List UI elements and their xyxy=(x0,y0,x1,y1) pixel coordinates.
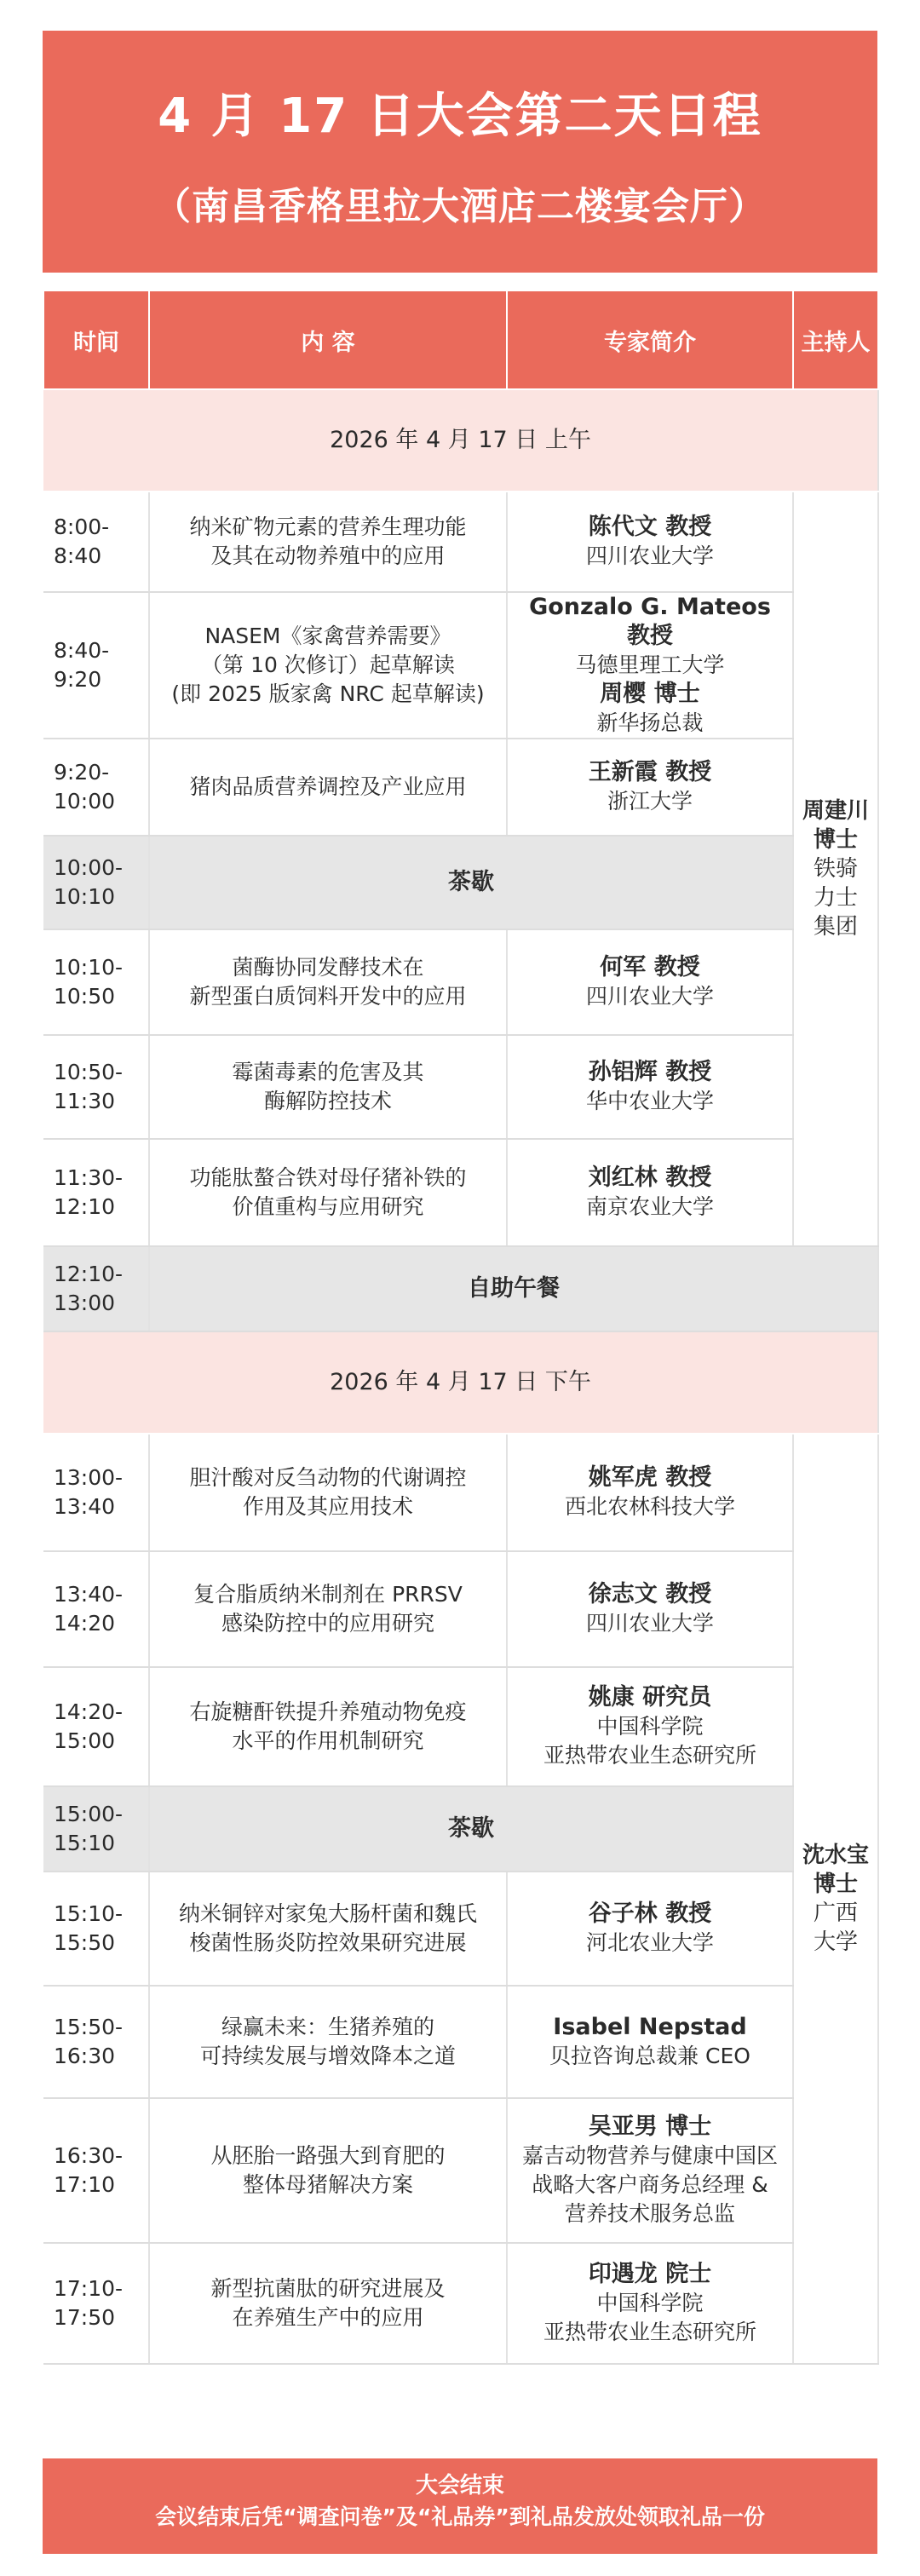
expert-affiliation: 四川农业大学 xyxy=(585,1611,714,1636)
expert-name: 印遇龙 院士 xyxy=(588,2261,712,2287)
talk-title xyxy=(149,1667,507,1786)
time-cell xyxy=(43,592,149,739)
schedule-table xyxy=(43,290,879,2365)
time-cell xyxy=(43,1786,149,1872)
text-line: 可持续发展与增效降本之道 xyxy=(199,2044,456,2068)
expert-name: Gonzalo G. Mateos xyxy=(529,594,771,620)
text-line: 新型抗菌肽的研究进展及 xyxy=(210,2276,446,2301)
text-line: 新型蛋白质饲料开发中的应用 xyxy=(189,984,467,1009)
expert-affiliation: 四川农业大学 xyxy=(585,543,714,568)
page-header xyxy=(43,31,877,273)
text-line: 14:20- xyxy=(54,1699,124,1724)
session-header-row xyxy=(43,1331,878,1434)
schedule-row xyxy=(43,592,878,739)
talk-title xyxy=(149,1551,507,1667)
expert-cell xyxy=(507,739,793,836)
session-date: 2026 年 4 月 17 日 上午 xyxy=(43,389,878,492)
text-line: 10:00 xyxy=(54,789,116,814)
venue-subtitle: （南昌香格里拉大酒店二楼宴会厅） xyxy=(153,185,767,228)
talk-title xyxy=(149,1035,507,1139)
text-line: 11:30 xyxy=(54,1089,116,1113)
text-line: 15:00 xyxy=(54,1728,116,1753)
text-line: 15:00- xyxy=(54,1802,124,1826)
expert-name: Isabel Nepstad xyxy=(553,2014,747,2040)
text-line: 价值重构与应用研究 xyxy=(232,1194,424,1219)
expert-affiliation: 四川农业大学 xyxy=(585,984,714,1009)
expert-cell xyxy=(507,1551,793,1667)
text-line: 感染防控中的应用研究 xyxy=(221,1611,434,1636)
text-line: NASEM《家禽营养需要》 xyxy=(204,624,451,648)
text-line: 12:10- xyxy=(54,1262,124,1286)
schedule-row xyxy=(43,1551,878,1667)
text-line: 9:20 xyxy=(54,667,102,692)
expert-cell xyxy=(507,1872,793,1986)
host-detail: 大学 xyxy=(813,1929,858,1955)
schedule-row xyxy=(43,929,878,1035)
talk-title xyxy=(149,1872,507,1986)
text-line: 15:10- xyxy=(54,1901,124,1926)
text-line: 猪肉品质营养调控及产业应用 xyxy=(189,774,467,799)
text-line: 13:00 xyxy=(54,1291,116,1315)
text-line: 17:10 xyxy=(54,2172,116,2197)
schedule-row xyxy=(43,2098,878,2243)
text-line: 菌酶协同发酵技术在 xyxy=(232,955,424,980)
page-title: 4 月 17 日大会第二天日程 xyxy=(158,89,762,144)
time-cell xyxy=(43,1139,149,1246)
host-cell xyxy=(793,492,878,1246)
text-line: 10:10- xyxy=(54,955,124,980)
talk-title xyxy=(149,2098,507,2243)
text-line: (即 2025 版家禽 NRC 起草解读) xyxy=(171,681,485,706)
column-header-expert: 专家简介 xyxy=(507,290,793,389)
expert-affiliation: 南京农业大学 xyxy=(585,1194,714,1219)
lunch-row xyxy=(43,1246,878,1331)
gift-notice: 会议结束后凭“调查问卷”及“礼品券”到礼品发放处领取礼品一份 xyxy=(155,2504,765,2529)
text-line: 8:40- xyxy=(54,638,110,663)
text-line: 10:10 xyxy=(54,884,116,909)
time-cell xyxy=(43,492,149,592)
expert-affiliation: 西北农林科技大学 xyxy=(564,1494,735,1519)
text-line: 15:10 xyxy=(54,1831,116,1855)
host-detail: 集团 xyxy=(813,914,858,940)
expert-name: 教授 xyxy=(627,623,673,649)
expert-name: 姚军虎 教授 xyxy=(588,1464,712,1491)
expert-cell xyxy=(507,1035,793,1139)
expert-affiliation: 亚热带农业生态研究所 xyxy=(543,1743,756,1768)
expert-name: 何军 教授 xyxy=(600,954,700,980)
text-line: 9:20- xyxy=(54,760,110,785)
expert-cell xyxy=(507,2098,793,2243)
text-line: 水平的作用机制研究 xyxy=(232,1728,424,1753)
host-detail: 力士 xyxy=(813,885,858,911)
expert-affiliation: 河北农业大学 xyxy=(585,1930,714,1955)
lunch-label: 自助午餐 xyxy=(149,1246,878,1331)
closing-banner xyxy=(43,2458,877,2554)
column-header-time: 时间 xyxy=(43,290,149,389)
text-line: 纳米铜锌对家兔大肠杆菌和魏氏 xyxy=(178,1901,477,1926)
schedule-row xyxy=(43,1872,878,1986)
host-detail: 博士 xyxy=(813,827,858,853)
time-cell xyxy=(43,1872,149,1986)
expert-name: 王新霞 教授 xyxy=(588,759,712,785)
tea-break-row xyxy=(43,1786,878,1872)
column-header-content: 内 容 xyxy=(149,290,507,389)
talk-title xyxy=(149,2243,507,2364)
text-line: 8:40 xyxy=(54,543,102,568)
text-line: 15:50 xyxy=(54,1930,116,1955)
talk-title xyxy=(149,929,507,1035)
text-line: 17:50 xyxy=(54,2305,116,2330)
text-line: 8:00- xyxy=(54,515,110,539)
text-line: 在养殖生产中的应用 xyxy=(232,2305,424,2330)
text-line: 绿赢未来：生猪养殖的 xyxy=(221,2015,434,2039)
expert-name: 孙铝辉 教授 xyxy=(588,1059,712,1085)
time-cell xyxy=(43,2098,149,2243)
expert-affiliation: 华中农业大学 xyxy=(585,1089,714,1113)
text-line: 17:10- xyxy=(54,2276,124,2301)
time-cell xyxy=(43,1986,149,2098)
text-line: 功能肽螯合铁对母仔猪补铁的 xyxy=(189,1165,467,1190)
text-line: 11:30- xyxy=(54,1165,124,1190)
schedule-row xyxy=(43,1667,878,1786)
expert-affiliation: 营养技术服务总监 xyxy=(564,2201,735,2226)
text-line: 12:10 xyxy=(54,1194,116,1219)
talk-title xyxy=(149,1434,507,1551)
host-detail: 广西 xyxy=(813,1900,858,1926)
host-detail: 博士 xyxy=(813,1872,858,1897)
text-line: 作用及其应用技术 xyxy=(242,1494,413,1519)
expert-affiliation: 新华扬总裁 xyxy=(596,710,704,735)
expert-affiliation: 马德里理工大学 xyxy=(575,653,725,677)
text-line: 10:50- xyxy=(54,1060,124,1084)
text-line: 复合脂质纳米制剂在 PRRSV xyxy=(193,1582,463,1607)
talk-title xyxy=(149,492,507,592)
expert-name: 刘红林 教授 xyxy=(588,1164,712,1191)
expert-cell xyxy=(507,492,793,592)
host-detail: 铁骑 xyxy=(813,856,858,882)
text-line: 13:40 xyxy=(54,1494,116,1519)
time-cell xyxy=(43,1551,149,1667)
schedule-row xyxy=(43,739,878,836)
expert-name: 谷子林 教授 xyxy=(588,1900,712,1927)
schedule-row xyxy=(43,1986,878,2098)
host-cell xyxy=(793,1434,878,2364)
session-date: 2026 年 4 月 17 日 下午 xyxy=(43,1331,878,1434)
text-line: 从胚胎一路强大到育肥的 xyxy=(210,2143,446,2168)
host-name: 周建川 xyxy=(802,798,869,824)
expert-cell xyxy=(507,2243,793,2364)
expert-affiliation: 战略大客户商务总经理 & xyxy=(532,2172,768,2197)
expert-name: 徐志文 教授 xyxy=(588,1581,712,1607)
talk-title xyxy=(149,1139,507,1246)
tea-break-row xyxy=(43,836,878,929)
session-header-row xyxy=(43,389,878,492)
text-line: 15:50- xyxy=(54,2015,124,2039)
expert-cell xyxy=(507,1667,793,1786)
time-cell xyxy=(43,1434,149,1551)
expert-name: 姚康 研究员 xyxy=(588,1684,712,1711)
expert-name: 吴亚男 博士 xyxy=(588,2113,712,2140)
text-line: 梭菌性肠炎防控效果研究进展 xyxy=(189,1930,467,1955)
column-header-host: 主持人 xyxy=(793,290,878,389)
expert-affiliation: 中国科学院 xyxy=(596,1714,704,1739)
expert-affiliation: 贝拉咨询总裁兼 CEO xyxy=(549,2044,750,2068)
text-line: 10:50 xyxy=(54,984,116,1009)
time-cell xyxy=(43,1246,149,1331)
text-line: 14:20 xyxy=(54,1611,116,1636)
table-header-row xyxy=(43,290,878,389)
closing-title: 大会结束 xyxy=(415,2473,504,2498)
schedule-row xyxy=(43,492,878,592)
time-cell xyxy=(43,929,149,1035)
expert-affiliation: 浙江大学 xyxy=(607,789,693,814)
expert-cell xyxy=(507,1986,793,2098)
text-line: 整体母猪解决方案 xyxy=(242,2172,413,2197)
text-line: （第 10 次修订）起草解读 xyxy=(201,653,455,677)
expert-cell xyxy=(507,592,793,739)
schedule-row xyxy=(43,1035,878,1139)
text-line: 酶解防控技术 xyxy=(263,1089,392,1113)
break-label: 茶歇 xyxy=(149,1786,793,1872)
time-cell xyxy=(43,739,149,836)
expert-affiliation: 嘉吉动物营养与健康中国区 xyxy=(521,2143,778,2168)
schedule-row xyxy=(43,1139,878,1246)
expert-cell xyxy=(507,929,793,1035)
schedule-row xyxy=(43,1434,878,1551)
host-name: 沈水宝 xyxy=(802,1843,869,1868)
time-cell xyxy=(43,1667,149,1786)
time-cell xyxy=(43,2243,149,2364)
text-line: 纳米矿物元素的营养生理功能 xyxy=(189,515,467,539)
talk-title xyxy=(149,592,507,739)
text-line: 右旋糖酐铁提升养殖动物免疫 xyxy=(189,1699,467,1724)
break-label: 茶歇 xyxy=(149,836,793,929)
talk-title xyxy=(149,1986,507,2098)
expert-name: 陈代文 教授 xyxy=(588,514,712,540)
text-line: 10:00- xyxy=(54,855,124,880)
expert-cell xyxy=(507,1434,793,1551)
expert-cell xyxy=(507,1139,793,1246)
talk-title xyxy=(149,739,507,836)
expert-name: 周樱 博士 xyxy=(600,681,700,707)
text-line: 16:30- xyxy=(54,2143,124,2168)
time-cell xyxy=(43,836,149,929)
text-line: 13:00- xyxy=(54,1465,124,1490)
expert-affiliation: 中国科学院 xyxy=(596,2291,704,2315)
text-line: 16:30 xyxy=(54,2044,116,2068)
text-line: 霉菌毒素的危害及其 xyxy=(232,1060,424,1084)
text-line: 13:40- xyxy=(54,1582,124,1607)
expert-affiliation: 亚热带农业生态研究所 xyxy=(543,2320,756,2344)
text-line: 胆汁酸对反刍动物的代谢调控 xyxy=(189,1465,467,1490)
time-cell xyxy=(43,1035,149,1139)
text-line: 及其在动物养殖中的应用 xyxy=(210,543,446,568)
schedule-row xyxy=(43,2243,878,2364)
